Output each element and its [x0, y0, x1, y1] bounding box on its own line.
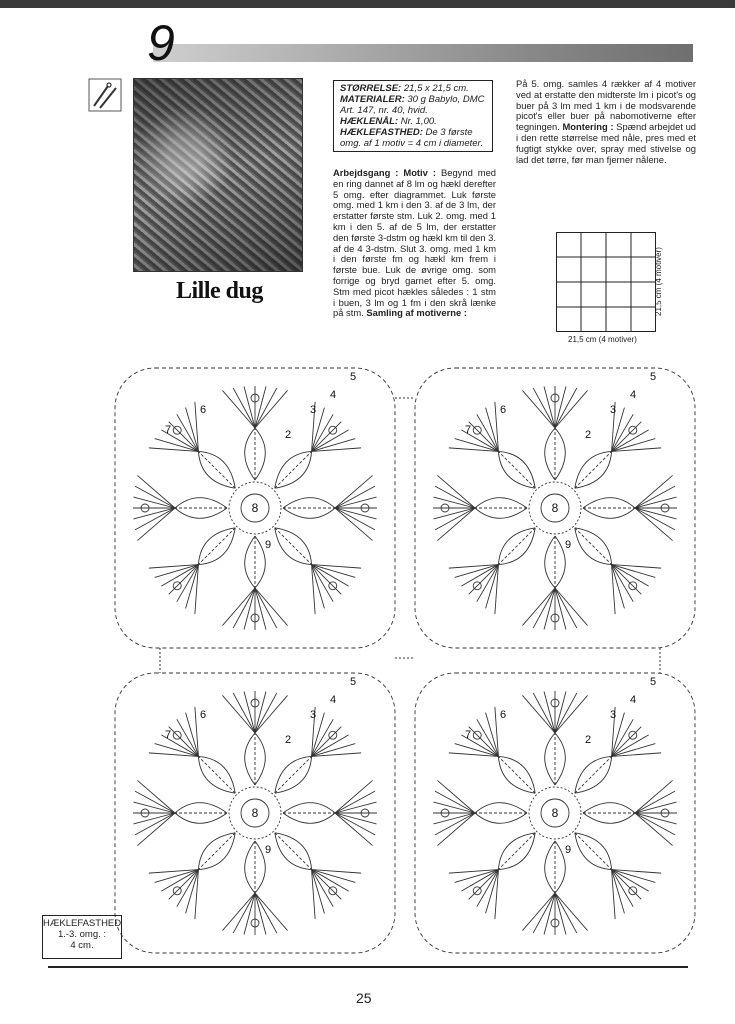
- round-label: 9: [565, 539, 572, 551]
- spec-hook: HÆKLENÅL: Nr. 1,00.: [340, 116, 437, 127]
- round-label: 6: [200, 709, 207, 721]
- round-label: 3: [610, 404, 617, 416]
- fan-stitch: [555, 693, 577, 733]
- pattern-number: 9: [147, 15, 175, 71]
- fan-stitch: [635, 813, 675, 835]
- pattern-title: Lille dug: [176, 278, 263, 304]
- tension-value: 1.-3. omg. :: [57, 929, 107, 940]
- round-label: 2: [285, 734, 292, 746]
- joining-label: Samling af motiverne :: [366, 307, 467, 319]
- motif: [415, 673, 695, 953]
- round-label: 9: [265, 539, 272, 551]
- round-label: 4: [630, 694, 637, 706]
- fan-stitch: [135, 486, 175, 508]
- fan-stitch: [233, 893, 255, 933]
- crochet-diagram: [100, 348, 710, 988]
- center-label: 8: [551, 501, 559, 515]
- motif: [115, 673, 395, 953]
- header-band: [153, 44, 693, 62]
- instructions-column-1: [333, 168, 496, 319]
- center-label: 8: [251, 501, 259, 515]
- round-label: 3: [310, 404, 317, 416]
- fan-stitch: [555, 588, 577, 628]
- spec-gauge: HÆKLEFASTHED: De 3 første omg. af 1 motiv = 4 cm i diameter.: [340, 127, 483, 149]
- fan-stitch: [635, 508, 675, 530]
- tension-value-2: 4 cm.: [70, 940, 94, 951]
- spec-materials: MATERIALER: 30 g Babylo, DMC Art. 147, nr. 40, hvid.: [340, 94, 485, 116]
- round-label: 3: [610, 709, 617, 721]
- round-label: 2: [585, 734, 592, 746]
- fan-stitch: [233, 388, 255, 428]
- round-label: 7: [165, 424, 172, 436]
- fan-stitch: [635, 486, 675, 508]
- fan-stitch: [435, 508, 475, 530]
- specs-box: [333, 80, 493, 152]
- fan-stitch: [135, 813, 175, 835]
- footer-rule: [48, 966, 688, 968]
- round-label: 4: [630, 389, 637, 401]
- round-label: 5: [650, 676, 657, 688]
- round-label: 9: [265, 844, 272, 856]
- grid-width-label: 21,5 cm (4 motiver): [568, 335, 637, 344]
- fan-stitch: [335, 791, 375, 813]
- fan-stitch: [233, 588, 255, 628]
- finishing-text: Spænd arbejdet ud i den rette størrelse med nåle, pres med et fugtigt stykke over, spray med stivelse og lad det tørre, før man fjerner nålene.: [516, 121, 697, 165]
- grid-height-label: 21,5 cm (4 motiver): [654, 247, 663, 316]
- page-number: 25: [356, 990, 372, 1006]
- fan-stitch: [635, 791, 675, 813]
- center-label: 8: [551, 806, 559, 820]
- fan-stitch: [255, 388, 277, 428]
- fan-stitch: [255, 893, 277, 933]
- round-label: 5: [350, 371, 357, 383]
- fan-stitch: [435, 791, 475, 813]
- round-label: 9: [565, 844, 572, 856]
- round-label: 5: [350, 676, 357, 688]
- fan-stitch: [233, 693, 255, 733]
- round-label: 6: [500, 404, 507, 416]
- round-label: 4: [330, 389, 337, 401]
- fan-stitch: [255, 693, 277, 733]
- fan-stitch: [335, 813, 375, 835]
- fan-stitch: [135, 791, 175, 813]
- layout-grid: [556, 232, 656, 332]
- top-edge-bar: [0, 0, 735, 8]
- fan-stitch: [435, 813, 475, 835]
- round-label: 7: [165, 729, 172, 741]
- fan-stitch: [135, 508, 175, 530]
- center-label: 8: [251, 806, 259, 820]
- motif: [415, 368, 695, 648]
- fan-stitch: [335, 508, 375, 530]
- tension-label: HÆKLEFASTHED: [43, 918, 122, 929]
- fan-stitch: [533, 388, 555, 428]
- round-label: 4: [330, 694, 337, 706]
- fan-stitch: [555, 388, 577, 428]
- fan-stitch: [435, 486, 475, 508]
- finishing-label: Montering :: [562, 121, 614, 133]
- round-label: 6: [500, 709, 507, 721]
- round-label: 3: [310, 709, 317, 721]
- work-label: Arbejdsgang : Motiv :: [333, 167, 436, 178]
- fan-stitch: [255, 588, 277, 628]
- photo-shading: [134, 79, 302, 271]
- work-text: Begynd med en ring dannet af 8 lm og hækl derefter 5 omg. efter diagrammet. Luk første omg. med 1 km i den 3. af de 3 lm, der erstatter første stm. Luk 2. omg. med 1 km i den 5. af de 5 lm, der erstatter den første 3-dstm og hækl km til den 3. af de 4 3-dstm. Slut 3. omg. med 1 km i den første fm og hækl km frem i første bue. Luk de øvrige omg. som forrige og bryd garnet efter 5. omg. Stm med picot hækles således : 1 stm i buen, 3 lm og 1 fm i den skrå lænke på stm.: [333, 167, 497, 319]
- motif: [115, 368, 395, 648]
- spec-size: STØRRELSE: 21,5 x 21,5 cm.: [340, 83, 469, 94]
- fan-stitch: [335, 486, 375, 508]
- joining-text: På 5. omg. samles 4 rækker af 4 motiver ved at erstatte den midterste lm i picot's og buer på 3 lm med 1 km i de modsvarende picot's eller buer på nabomotiverne efter tegningen.: [516, 78, 696, 133]
- round-label: 5: [650, 371, 657, 383]
- fan-stitch: [533, 693, 555, 733]
- round-label: 2: [285, 429, 292, 441]
- fan-stitch: [555, 893, 577, 933]
- instructions-column-2: [516, 79, 696, 165]
- round-label: 2: [585, 429, 592, 441]
- fan-stitch: [533, 588, 555, 628]
- crochet-hook-icon: [88, 78, 122, 112]
- round-label: 7: [465, 729, 472, 741]
- fan-stitch: [533, 893, 555, 933]
- round-label: 6: [200, 404, 207, 416]
- round-label: 7: [465, 424, 472, 436]
- product-photo: [133, 78, 303, 272]
- tension-box: [42, 915, 122, 959]
